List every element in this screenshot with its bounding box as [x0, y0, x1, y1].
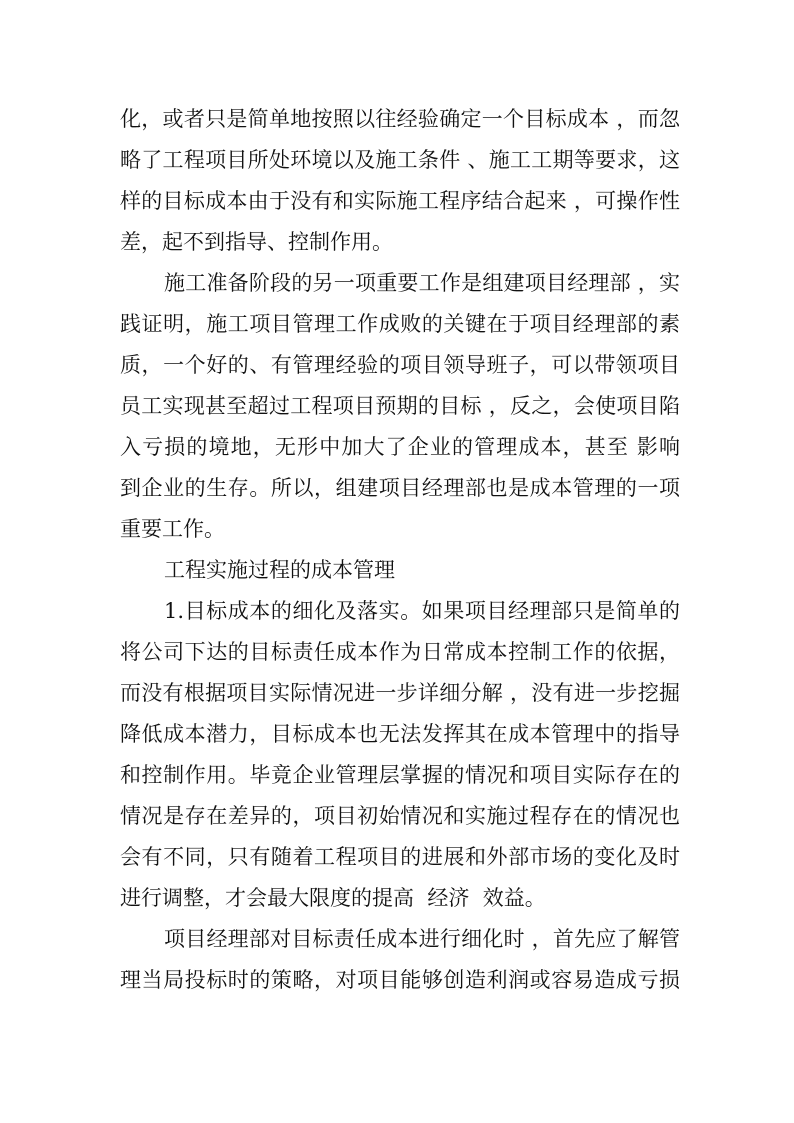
text-line: 员工实现甚至超过工程项目预期的目标 ，反之，会使项目陷: [120, 394, 680, 418]
paragraph-first-line: 施工准备阶段的另一项重要工作是组建项目经理部 ，实: [164, 271, 680, 295]
text-line: 到企业的生存。所以，组建项目经理部也是成本管理的一项: [120, 476, 680, 500]
text-line: 进行调整，才会最大限度的提高 经济 效益。: [120, 886, 546, 910]
text-line: 差，起不到指导、控制作用。: [120, 230, 393, 254]
section-heading: 工程实施过程的成本管理: [164, 558, 395, 582]
text-line: 而没有根据项目实际情况进一步详细分解 ，没有进一步挖掘: [120, 681, 680, 705]
text-line: 会有不同，只有随着工程项目的进展和外部市场的变化及时: [120, 845, 680, 869]
paragraph-first-line: 项目经理部对目标责任成本进行细化时 ，首先应了解管: [164, 927, 680, 951]
text-line: 践证明，施工项目管理工作成败的关键在于项目经理部的素: [120, 312, 680, 336]
text-line: 和控制作用。毕竟企业管理层掌握的情况和项目实际存在的: [120, 763, 680, 787]
text-line: 降低成本潜力，目标成本也无法发挥其在成本管理中的指导: [120, 722, 680, 746]
text-line: 入亏损的境地，无形中加大了企业的管理成本，甚至 影响: [120, 435, 680, 459]
text-line: 情况是存在差异的，项目初始情况和实施过程存在的情况也: [120, 804, 680, 828]
text-line: 化，或者只是简单地按照以往经验确定一个目标成本 ，而忽: [120, 107, 680, 131]
text-line: 略了工程项目所处环境以及施工条件 、施工工期等要求，这: [120, 148, 680, 172]
paragraph-first-line: 1.目标成本的细化及落实。如果项目经理部只是简单的: [164, 599, 680, 623]
text-line: 将公司下达的目标责任成本作为日常成本控制工作的依据，: [120, 640, 680, 664]
text-line: 样的目标成本由于没有和实际施工程序结合起来 ，可操作性: [120, 189, 680, 213]
text-line: 质，一个好的、有管理经验的项目领导班子，可以带领项目: [120, 353, 680, 377]
text-line: 重要工作。: [120, 517, 225, 541]
text-line: 理当局投标时的策略，对项目能够创造利润或容易造成亏损: [120, 968, 680, 992]
